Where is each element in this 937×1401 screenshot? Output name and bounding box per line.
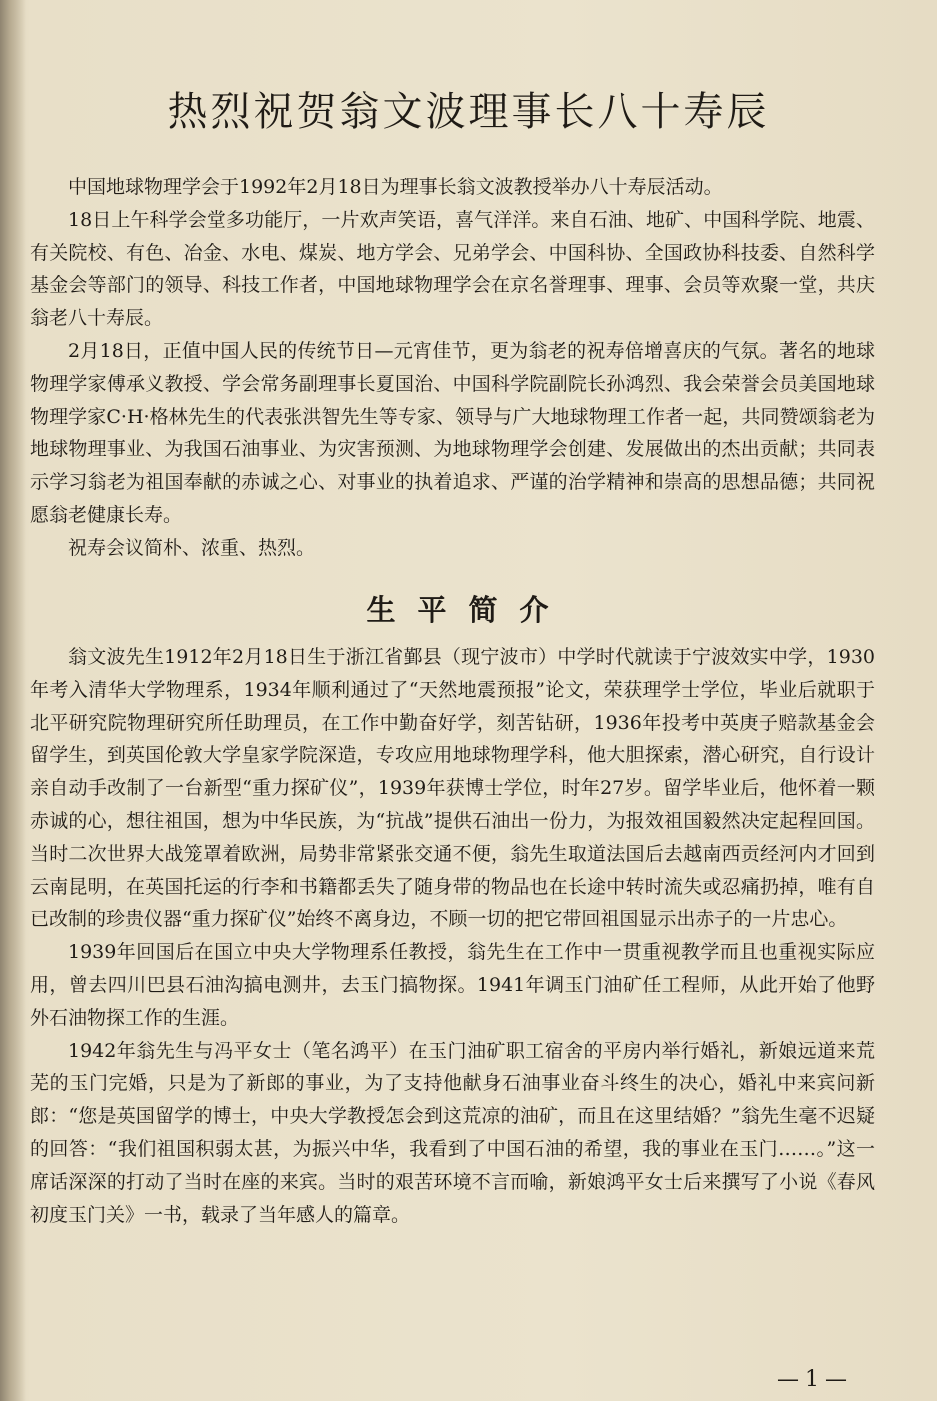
intro-paragraph-4: 祝寿会议简朴、浓重、热烈。 [68, 536, 316, 559]
section-heading-biography: 生平简介 [366, 593, 571, 627]
book-spine-shadow [0, 0, 26, 1401]
bio-paragraph-2: 1939年回国后在国立中央大学物理系任教授，翁先生在工作中一贯重视教学而且也重视实际应用，曾去四川巴县石油沟搞电测井，去玉门搞物探。1941年调玉门油矿任工程师，从此开始了他野外石油物探工作的生涯。 [30, 941, 875, 1029]
intro-paragraph-2: 18日上午科学会堂多功能厅，一片欢声笑语，喜气洋洋。来自石油、地矿、中国科学院、地震、有关院校、有色、冶金、水电、煤炭、地方学会、兄弟学会、中国科协、全国政协科技委、自然科学基金会等部门的领导、科技工作者，中国地球物理学会在京名誉理事、理事、会员等欢聚一堂，共庆翁老八十寿辰。 [30, 208, 875, 330]
bio-paragraph-3: 1942年翁先生与冯平女士（笔名鸿平）在玉门油矿职工宿舍的平房内举行婚礼，新娘远道来荒芜的玉门完婚，只是为了新郎的事业，为了支持他献身石油事业奋斗终生的决心，婚礼中来宾问新郎：“您是英国留学的博士，中央大学教授怎会到这荒凉的油矿，而且在这里结婚？”翁先生毫不迟疑的回答：“我们祖国积弱太甚，为振兴中华，我看到了中国石油的希望，我的事业在玉门……。”这一席话深深的打动了当时在座的来宾。当时的艰苦环境不言而喻，新娘鸿平女士后来撰写了小说《春风初度玉门关》一书，载录了当年感人的篇章。 [30, 1039, 875, 1226]
intro-paragraph-1: 中国地球物理学会于1992年2月18日为理事长翁文波教授举办八十寿辰活动。 [68, 176, 723, 198]
biography-section [30, 641, 875, 1231]
intro-section [30, 171, 875, 565]
page-number: —1— [777, 1367, 853, 1392]
bio-paragraph-1: 翁文波先生1912年2月18日生于浙江省鄞县（现宁波市）中学时代就读于宁波效实中学，1930年考入清华大学物理系，1934年顺利通过了“天然地震预报”论文，荣获理学士学位，毕业后就职于北平研究院物理研究所任助理员，在工作中勤奋好学，刻苦钻研，1936年投考中英庚子赔款基金会留学生，到英国伦敦大学皇家学院深造，专攻应用地球物理学科，他大胆探索，潜心研究，自行设计亲自动手改制了一台新型“重力探矿仪”，1939年获博士学位，时年27岁。留学毕业后，他怀着一颗赤诚的心，想往祖国，想为中华民族，为“抗战”提供石油出一份力，为报效祖国毅然决定起程回国。当时二次世界大战笼罩着欧洲，局势非常紧张交通不便，翁先生取道法国后去越南西贡经河内才回到云南昆明，在英国托运的行李和书籍都丢失了随身带的物品也在长途中转时流失或忍痛扔掉，唯有自已改制的珍贵仪器“重力探矿仪”始终不离身边，不顾一切的把它带回祖国显示出赤子的一片忠心。 [30, 646, 875, 931]
article-title: 热烈祝贺翁文波理事长八十寿辰 [167, 89, 770, 135]
intro-paragraph-3: 2月18日，正值中国人民的传统节日—元宵佳节，更为翁老的祝寿倍增喜庆的气氛。著名的地球物理学家傅承义教授、学会常务副理事长夏国治、中国科学院副院长孙鸿烈、我会荣誉会员美国地球物理学家C·H·格林先生的代表张洪智先生等专家、领导与广大地球物理工作者一起，共同赞颂翁老为地球物理事业、为我国石油事业、为灾害预测、为地球物理学会创建、发展做出的杰出贡献；共同表示学习翁老为祖国奉献的赤诚之心、对事业的执着追求、严谨的治学精神和崇高的思想品德；共同祝愿翁老健康长寿。 [30, 339, 875, 526]
